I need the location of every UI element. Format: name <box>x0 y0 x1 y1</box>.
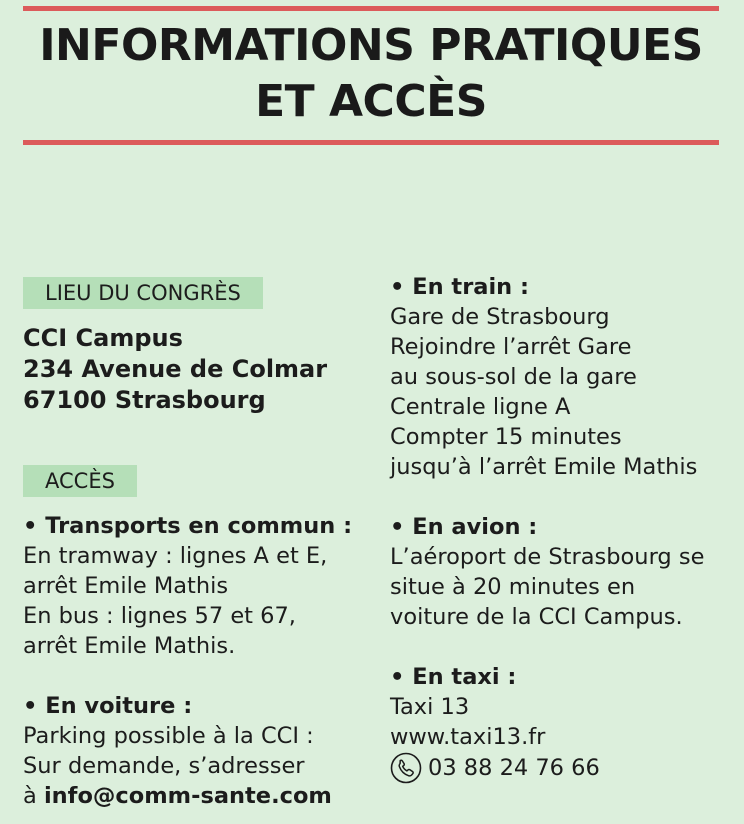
voiture-email-line <box>23 781 363 811</box>
voiture-line: Sur demande, s’adresser <box>23 753 305 779</box>
transports-line: arrêt Emile Mathis. <box>23 633 236 659</box>
venue-street: 234 Avenue de Colmar <box>23 355 328 383</box>
left-column <box>23 277 363 811</box>
train-heading: • En train : <box>390 274 530 300</box>
avion-line: situe à 20 minutes en <box>390 574 636 600</box>
train-line: Gare de Strasbourg <box>390 304 610 330</box>
train-line: Compter 15 minutes <box>390 424 622 450</box>
lieu-label: LIEU DU CONGRÈS <box>23 277 263 309</box>
taxi-phone-row <box>390 752 740 784</box>
taxi-section <box>390 662 740 784</box>
transports-heading: • Transports en commun : <box>23 513 353 539</box>
title-line-2: ET ACCÈS <box>255 76 487 127</box>
train-line: Rejoindre l’arrêt Gare <box>390 334 632 360</box>
voiture-heading: • En voiture : <box>23 693 193 719</box>
contact-email[interactable]: info@comm-sante.com <box>43 783 332 809</box>
right-column <box>390 272 740 784</box>
avion-line: voiture de la CCI Campus. <box>390 604 683 630</box>
taxi-name: Taxi 13 <box>390 694 470 720</box>
voiture-section <box>23 691 363 811</box>
taxi-website[interactable]: www.taxi13.fr <box>390 724 546 750</box>
taxi-heading: • En taxi : <box>390 664 517 690</box>
top-rule <box>23 6 719 11</box>
avion-line: L’aéroport de Strasbourg se <box>390 544 705 570</box>
title-line-1: INFORMATIONS PRATIQUES <box>39 20 703 71</box>
train-line: au sous-sol de la gare <box>390 364 637 390</box>
avion-heading: • En avion : <box>390 514 538 540</box>
transports-line: En bus : lignes 57 et 67, <box>23 603 296 629</box>
train-line: jusqu’à l’arrêt Emile Mathis <box>390 454 698 480</box>
page-title <box>23 18 719 130</box>
venue-name: CCI Campus <box>23 324 183 352</box>
transports-line: arrêt Emile Mathis <box>23 573 229 599</box>
voiture-line: Parking possible à la CCI : <box>23 723 314 749</box>
avion-section <box>390 512 740 632</box>
venue-city: 67100 Strasbourg <box>23 386 266 414</box>
taxi-phone[interactable]: 03 88 24 76 66 <box>428 755 600 781</box>
bottom-rule <box>23 140 719 145</box>
venue-address <box>23 323 363 416</box>
transports-section <box>23 511 363 661</box>
train-section <box>390 272 740 482</box>
email-prefix: à <box>23 783 44 809</box>
acces-label: ACCÈS <box>23 465 137 497</box>
phone-icon <box>390 752 422 784</box>
transports-line: En tramway : lignes A et E, <box>23 543 328 569</box>
train-line: Centrale ligne A <box>390 394 571 420</box>
